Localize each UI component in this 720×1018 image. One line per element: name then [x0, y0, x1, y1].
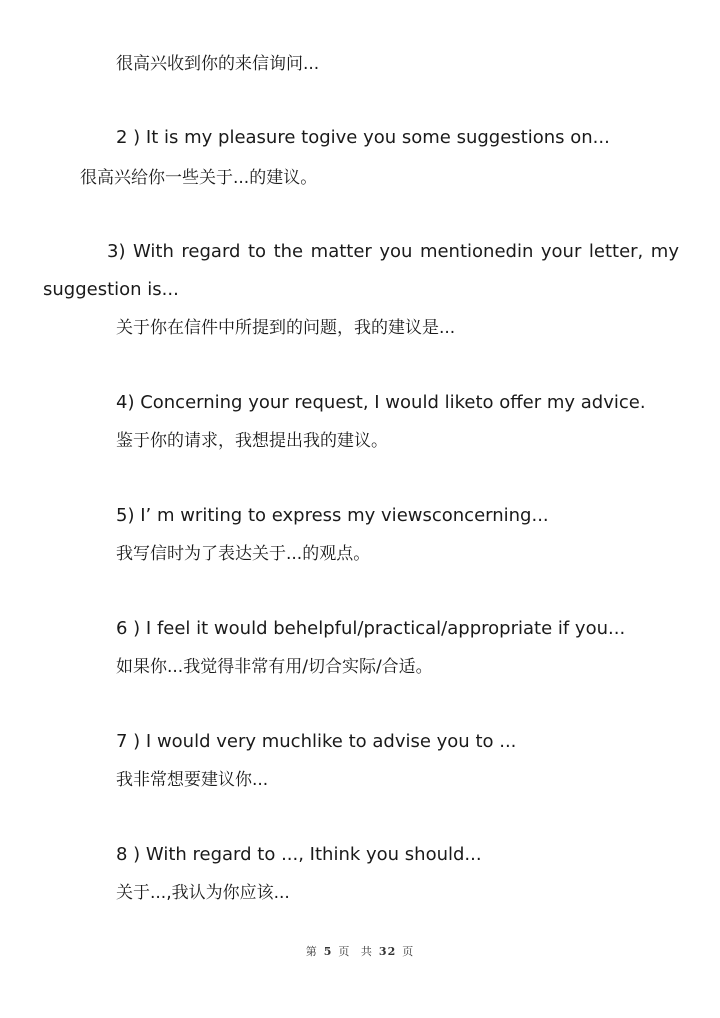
footer-total-pages: 32 — [378, 945, 397, 958]
line-3-english: 3) With regard to the matter you mentionedin your letter, my suggestion is... — [43, 241, 679, 300]
line-7-chinese: 我非常想要建议你... — [116, 770, 269, 790]
line-8-english: 8 ) With regard to ..., Ithink you should... — [116, 844, 482, 865]
line-5-english: 5) I’ m writing to express my viewsconcerning... — [116, 505, 549, 526]
line-3-chinese: 关于你在信件中所提到的问题，我的建议是... — [116, 318, 456, 338]
page-footer — [0, 943, 720, 959]
footer-total-unit: 页 — [402, 945, 415, 958]
footer-page-unit: 页 — [338, 945, 351, 958]
line-7-english: 7 ) I would very muchlike to advise you to ... — [116, 731, 517, 752]
line-5-chinese: 我写信时为了表达关于...的观点。 — [116, 544, 371, 564]
line-4-chinese: 鉴于你的请求，我想提出我的建议。 — [116, 431, 388, 451]
line-2-chinese: 很高兴给你一些关于...的建议。 — [80, 168, 318, 188]
footer-prefix: 第 — [305, 945, 318, 958]
footer-total-prefix: 共 — [360, 945, 373, 958]
line-8-chinese: 关于...,我认为你应该... — [116, 883, 290, 903]
line-6-chinese: 如果你...我觉得非常有用/切合实际/合适。 — [116, 657, 433, 677]
line-6-english: 6 ) I feel it would behelpful/practical/appropriate if you... — [116, 618, 626, 639]
line-1-chinese: 很高兴收到你的来信询问... — [116, 54, 320, 74]
line-4-english: 4) Concerning your request, I would liketo offer my advice. — [116, 392, 646, 413]
footer-page-number: 5 — [323, 945, 333, 958]
line-2-english: 2 ) It is my pleasure togive you some suggestions on... — [116, 127, 610, 148]
